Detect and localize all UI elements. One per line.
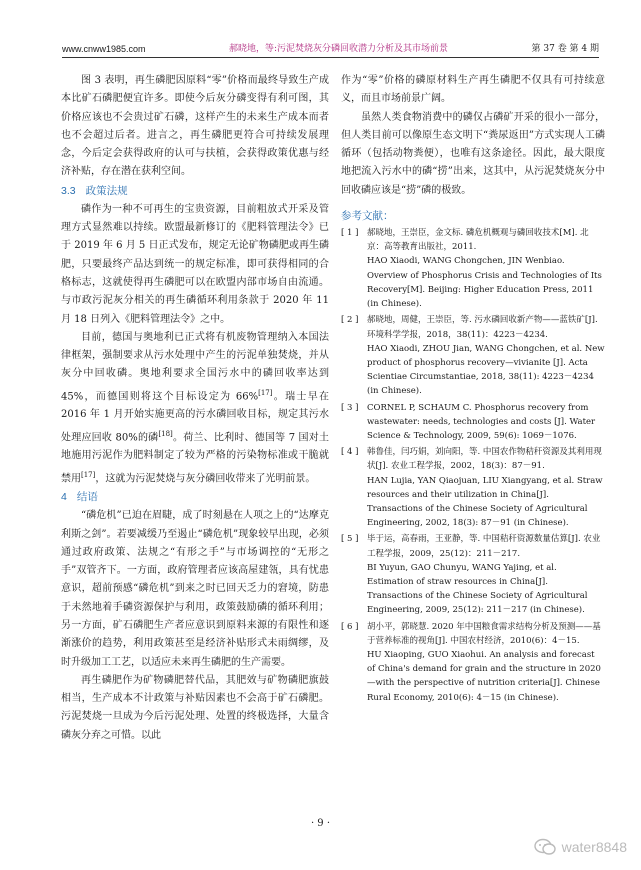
reference-text: 郝晓地，周健，王崇臣，等. 污水磷回收新产物——蓝铁矿[J]. 环境科学学报，2018，38(11)：4223－4234. [367, 315, 598, 340]
reference-item [341, 226, 605, 311]
reference-item [341, 532, 605, 617]
references-heading: 参考文献： [341, 210, 394, 223]
volume-issue: 第 37 卷 第 4 期 [531, 44, 599, 54]
reference-number: [ 1 ] [341, 228, 359, 239]
paragraph: 磷作为一种不可再生的宝贵资源，目前粗放式开采及管理方式显然难以持续。欧盟最新修订的《肥料管理法令》已于 2019 年 6 月 5 日正式发布，规定无论矿物磷肥或再生磷肥，只要最终产品达到统一的规定标准，即可获得相同的合格标志，这就使得再生磷肥可以在欧盟内部市场自由流通。与市政污泥灰分相关的再生磷循环利用条款于 2020 年 11 月 18 日列入《肥料管理法令》之中。 [61, 203, 329, 325]
running-title: 郝晓地，等:污泥焚烧灰分磷回收潜力分析及其市场前景 [229, 44, 449, 54]
running-header [62, 36, 599, 58]
reference-text: HAO Xiaodi, WANG Chongchen, JIN Wenbiao. Overview of Phosphorus Crisis and Technologies of Its Recovery[M]. Beijing: Higher Education Press, 2011 (in Chinese). [367, 256, 602, 310]
paragraph: 再生磷肥作为矿物磷肥替代品，其肥效与矿物磷肥旗鼓相当，生产成本不计政策与补贴因素也不会高于矿石磷肥。污泥焚烧一旦成为今后污泥处理、处置的终极选择，大量含磷灰分弃之可惜。以此 [61, 674, 329, 741]
reference-number: [ 2 ] [341, 315, 359, 326]
citation: [17] [81, 470, 96, 479]
page-number: · 9 · [310, 818, 331, 829]
wechat-icon [534, 838, 556, 856]
reference-text: HU Xiaoping, GUO Xiaohui. An analysis and forecast of China's demand for grain and the structure in 2020—with the perspective of nutrition criteria[J]. Chinese Rural Economy, 2010(6): 4－15 (in Chinese). [367, 649, 601, 703]
reference-text: 胡小平，郭晓慧. 2020 年中国粮食需求结构分析及预测——基于营养标准的视角[J]. 中国农村经济，2010(6)：4－15. [367, 621, 601, 646]
paragraph: 作为“零”价格的磷原材料生产再生磷肥不仅具有可持续意义，而且市场前景广阔。 [341, 75, 605, 105]
section-heading-4 [61, 488, 329, 507]
reference-text: CORNEL P, SCHAUM C. Phosphorus recovery from wastewater: needs, technologies and costs [J]. Water Science & Technology, 2009, 59(6): 1069－1076. [367, 402, 596, 441]
reference-item [341, 401, 605, 444]
reference-number: [ 4 ] [341, 447, 359, 458]
left-column [61, 72, 329, 745]
reference-text: 韩鲁佳，闫巧娟，刘向阳，等. 中国农作物秸秆资源及其利用现状[J]. 农业工程学报，2002，18(3)：87－91. [367, 447, 602, 472]
paragraph: 虽然人类食物消费中的磷仅占磷矿开采的很小一部分，但人类目前可以像原生态文明下“粪尿返田”方式实现人工磷循环（包括动物粪便），也唯有这条途径。因此，最大限度地把流入污水中的磷“捞”出来，这其中，从污泥焚烧灰分中回收磷应该是“捞”磷的极致。 [341, 111, 605, 196]
watermark [534, 838, 627, 856]
reference-number: [ 6 ] [341, 621, 359, 632]
reference-number: [ 3 ] [341, 402, 359, 413]
section-number: 3.3 [61, 184, 76, 197]
reference-list [341, 226, 605, 705]
citation: [18] [158, 429, 173, 438]
section-heading-3-3 [61, 182, 329, 201]
section-title: 结语 [76, 491, 98, 504]
paragraph: 图 3 表明，再生磷肥因原料“零”价格而最终导致生产成本比矿石磷肥便宜许多。即使今后灰分磷变得有利可图，其价格应该也不会贵过矿石磷，这样产生的未来生产成本而者也不会超过后者。进言之，再生磷肥更符合可持续发展理念，今后定会获得政府的认可与扶植，会获得政策优惠与经济补贴，存在潜在获利空间。 [61, 75, 329, 178]
paragraph: 目前，德国与奥地利已正式将有机废物管理纳入本国法律框架，强制要求从污水处理中产生的污泥单独焚烧，并从灰分中回收磷。奥地利要求全国污水中的磷回收率达到 45%，而德国则将这个目标设定为 66%[17]。瑞士早在 2016 年 1 月开始实施更高的污水磷回收目标，规定其污水处理应回收 80%的磷[18]。荷兰、比利时、德国等 7 国对土地施用污泥作为肥料制定了较为严格的污染物标准或干脆就禁用[17]，这就为污泥焚烧与灰分磷回收带来了光明前景。 [61, 331, 329, 484]
reference-text: 郝晓地，王崇臣，金文标. 磷危机概观与磷回收技术[M]. 北京：高等教育出版社，2011. [367, 228, 589, 253]
reference-text: BI Yuyun, GAO Chunyu, WANG Yajing, et al. Estimation of straw resources in China[J]. Transactions of the Chinese Society of Agricultural Engineering, 2009, 25(12): 211－217 (in Chinese). [367, 562, 588, 616]
reference-item [341, 313, 605, 398]
reference-text: HAN Lujia, YAN Qiaojuan, LIU Xiangyang, et al. Straw resources and their utilization in China[J]. Transactions of the Chinese Society of Agricultural Engineering, 2002, 18(3): 87－91 (in Chinese). [367, 475, 603, 529]
reference-item [341, 620, 605, 705]
reference-text: 毕于运，高春雨，王亚静，等. 中国秸秆资源数量估算[J]. 农业工程学报，2009，25(12)：211－217. [367, 534, 601, 559]
reference-text: HAO Xiaodi, ZHOU Jian, WANG Chongchen, et al. New product of phosphorus recovery—vivianite [J]. Acta Scientiae Circumstantiae, 2018, 38(11): 4223－4234 (in Chinese). [367, 343, 605, 397]
citation: [17] [258, 388, 273, 397]
reference-number: [ 5 ] [341, 534, 359, 545]
paragraph: “磷危机”已迫在眉睫，成了时刻悬在人项之上的“达摩克利斯之剑”。若要减缓乃至遏止“磷危机”现象较早出现，必须通过政府政策、法规之“有形之手”与市场调控的“无形之手”双管齐下。一方面，政府管理者应该高屋建瓴，具有忧患意识，超前预感“磷危机”到来之时已回天乏力的窘境，防患于未然地着手磷资源保护与利用，政策鼓励磷的循环利用；另一方面，矿石磷肥生产者应意识到原料来源的有限性和逐渐涨价的趋势，利用政策甚至是经济补贴形式未雨绸缪，及时升级加工工艺，以适应未来再生磷肥的生产需要。 [61, 510, 329, 668]
reference-item [341, 445, 605, 530]
watermark-text: water8848 [561, 839, 627, 855]
section-number: 4 [61, 491, 67, 504]
right-column [341, 72, 605, 707]
section-title: 政策法规 [85, 184, 128, 197]
journal-website: www.cnww1985.com [62, 44, 146, 54]
